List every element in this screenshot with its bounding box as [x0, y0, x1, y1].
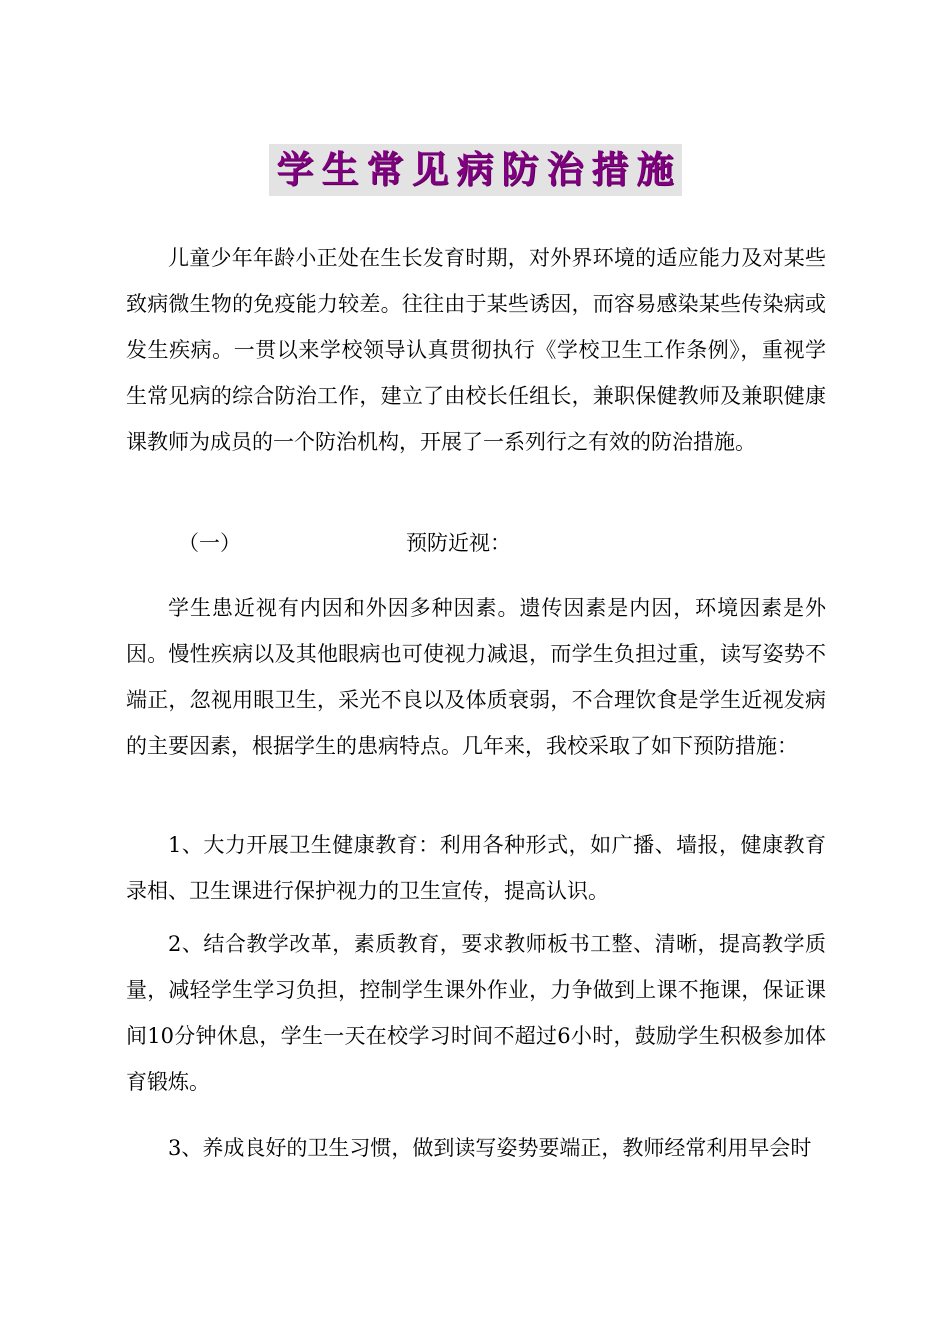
title-container: [0, 144, 950, 196]
document-title: 学生常见病防治措施: [269, 144, 682, 196]
measure-2-paragraph: 2、结合教学改革，素质教育，要求教师板书工整、清晰，提高教学质量，减轻学生学习负担，控制学生课外作业，力争做到上课不拖课，保证课间10分钟休息，学生一天在校学习时间不超过6小时，鼓励学生积极参加体育锻炼。: [126, 932, 826, 1094]
measure-3-paragraph: 3、养成良好的卫生习惯，做到读写姿势要端正，教师经常利用早会时: [168, 1136, 812, 1160]
section-title: 预防近视：: [406, 531, 511, 555]
section-number: （一）: [178, 531, 241, 555]
measure-1-paragraph: 1、大力开展卫生健康教育：利用各种形式，如广播、墙报，健康教育录相、卫生课进行保护视力的卫生宣传，提高认识。: [126, 833, 826, 903]
myopia-causes-paragraph: 学生患近视有内因和外因多种因素。遗传因素是内因，环境因素是外因。慢性疾病以及其他眼病也可使视力减退，而学生负担过重，读写姿势不端正，忽视用眼卫生，采光不良以及体质衰弱，不合理饮食是学生近视发病的主要因素，根据学生的患病特点。几年来，我校采取了如下预防措施：: [126, 596, 826, 758]
intro-paragraph: 儿童少年年龄小正处在生长发育时期，对外界环境的适应能力及对某些致病微生物的免疫能力较差。往往由于某些诱因，而容易感染某些传染病或发生疾病。一贯以来学校领导认真贯彻执行《学校卫生工作条例》，重视学生常见病的综合防治工作，建立了由校长任组长，兼职保健教师及兼职健康课教师为成员的一个防治机构，开展了一系列行之有效的防治措施。: [126, 246, 826, 454]
